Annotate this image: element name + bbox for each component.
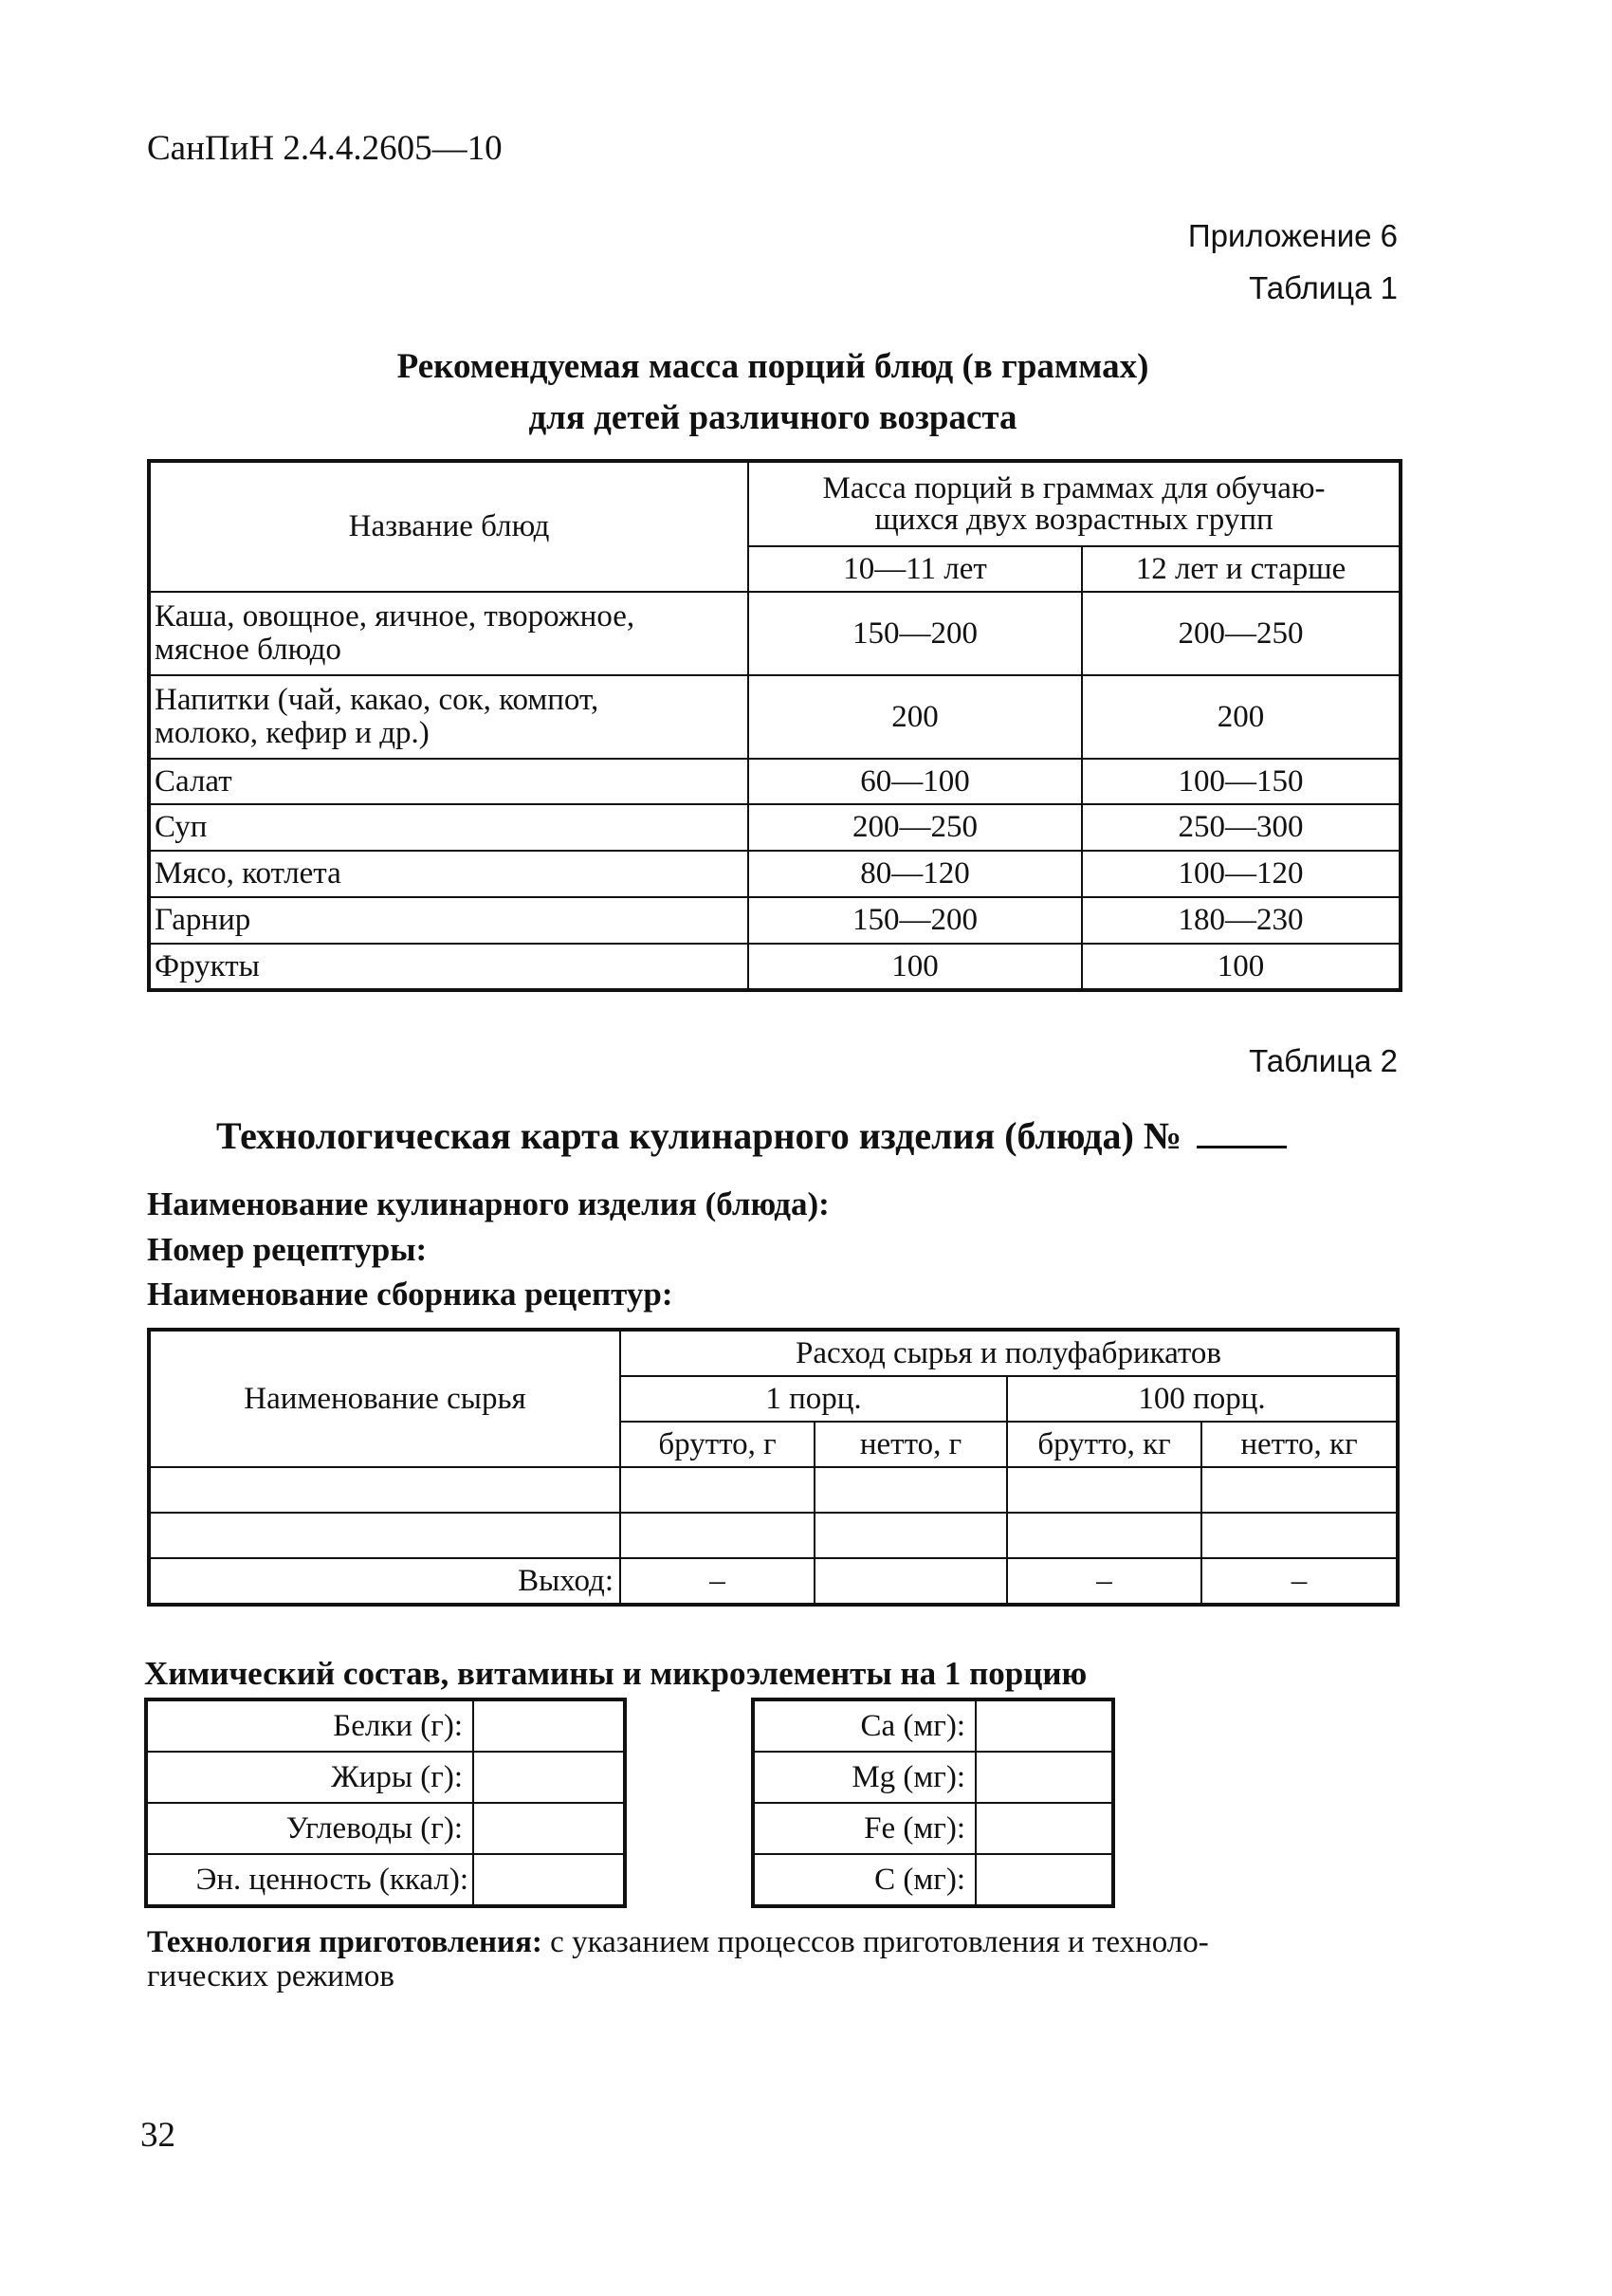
table-row bbox=[753, 1752, 1113, 1803]
carbs-value bbox=[473, 1803, 625, 1854]
header-dish-name: Название блюд bbox=[149, 461, 748, 592]
table-row bbox=[149, 804, 1401, 851]
dish-name: Фрукты bbox=[149, 944, 748, 990]
dish-name: Напитки (чай, какао, сок, компот, молоко, кефир и др.) bbox=[149, 675, 748, 759]
document-code: СанПиН 2.4.4.2605—10 bbox=[147, 129, 503, 168]
header-100-portions: 100 порц. bbox=[1007, 1376, 1398, 1422]
field-recipe-number: Номер рецептуры: bbox=[147, 1231, 428, 1268]
fat-label: Жиры (г): bbox=[146, 1752, 473, 1803]
brutto-g-cell bbox=[620, 1467, 815, 1513]
netto-kg-cell bbox=[1201, 1513, 1398, 1558]
brutto-kg-cell bbox=[1007, 1513, 1201, 1558]
header-netto-kg: нетто, кг bbox=[1201, 1422, 1398, 1467]
output-brutto-g: – bbox=[620, 1558, 815, 1605]
technology-paragraph bbox=[147, 1925, 1399, 1993]
table-row bbox=[753, 1854, 1113, 1906]
chemistry-table-minerals bbox=[751, 1698, 1115, 1908]
header-consumption: Расход сырья и полуфабрикатов bbox=[620, 1330, 1398, 1376]
protein-value bbox=[473, 1699, 625, 1752]
mass-age1: 200—250 bbox=[748, 804, 1082, 851]
netto-g-cell bbox=[815, 1513, 1007, 1558]
magnesium-label: Mg (мг): bbox=[753, 1752, 976, 1803]
field-dish-name: Наименование кулинарного изделия (блюда): bbox=[147, 1185, 830, 1222]
table-row bbox=[146, 1752, 625, 1803]
raw-material-cell bbox=[149, 1513, 620, 1558]
table-row bbox=[149, 592, 1401, 675]
brutto-kg-cell bbox=[1007, 1467, 1201, 1513]
mass-age2: 100—120 bbox=[1082, 851, 1401, 897]
mass-age2: 200—250 bbox=[1082, 592, 1401, 675]
table2-title-text: Технологическая карта кулинарного изделия (блюда) № bbox=[216, 1114, 1182, 1157]
table-row bbox=[149, 675, 1401, 759]
table-row bbox=[753, 1803, 1113, 1854]
header-brutto-g: брутто, г bbox=[620, 1422, 815, 1467]
energy-label: Эн. ценность (ккал): bbox=[146, 1854, 473, 1906]
vitamin-c-label: C (мг): bbox=[753, 1854, 976, 1906]
table-row bbox=[149, 1513, 1398, 1558]
dish-name: Гарнир bbox=[149, 897, 748, 944]
header-age-12-plus: 12 лет и старше bbox=[1082, 546, 1401, 592]
chemistry-heading: Химический состав, витамины и микроэлементы на 1 порцию bbox=[144, 1655, 1088, 1692]
output-netto-kg: – bbox=[1201, 1558, 1398, 1605]
table2-title bbox=[216, 1111, 1287, 1158]
vitamin-c-value bbox=[976, 1854, 1113, 1906]
table-row bbox=[146, 1854, 625, 1906]
portion-mass-table bbox=[147, 459, 1402, 992]
table-row bbox=[146, 1699, 625, 1752]
raw-material-cell bbox=[149, 1467, 620, 1513]
calcium-value bbox=[976, 1699, 1113, 1752]
dish-name: Суп bbox=[149, 804, 748, 851]
header-netto-g: нетто, г bbox=[815, 1422, 1007, 1467]
card-number-blank bbox=[1197, 1111, 1287, 1148]
technology-label: Технология приготовления: bbox=[147, 1925, 542, 1959]
dish-name: Салат bbox=[149, 759, 748, 804]
mass-age1: 150—200 bbox=[748, 592, 1082, 675]
table-row bbox=[149, 1467, 1398, 1513]
calcium-label: Ca (мг): bbox=[753, 1699, 976, 1752]
netto-g-cell bbox=[815, 1467, 1007, 1513]
output-label: Выход: bbox=[149, 1558, 620, 1605]
iron-label: Fe (мг): bbox=[753, 1803, 976, 1854]
header-age-groups: Масса порций в граммах для обучаю- щихся двух возрастных групп bbox=[748, 461, 1401, 546]
table-row bbox=[149, 851, 1401, 897]
header-raw-material: Наименование сырья bbox=[149, 1330, 620, 1467]
table-row bbox=[146, 1803, 625, 1854]
table-row bbox=[149, 897, 1401, 944]
table-row bbox=[149, 759, 1401, 804]
mass-age2: 180—230 bbox=[1082, 897, 1401, 944]
field-recipe-collection: Наименование сборника рецептур: bbox=[147, 1276, 673, 1313]
iron-value bbox=[976, 1803, 1113, 1854]
output-row bbox=[149, 1558, 1398, 1605]
header-age-10-11: 10—11 лет bbox=[748, 546, 1082, 592]
table1-title bbox=[147, 341, 1399, 444]
page-number: 32 bbox=[140, 2116, 175, 2155]
mass-age2: 100 bbox=[1082, 944, 1401, 990]
dish-name: Мясо, котлета bbox=[149, 851, 748, 897]
table1-title-line1: Рекомендуемая масса порций блюд (в граммах) bbox=[396, 347, 1149, 386]
tech-card-table bbox=[147, 1328, 1400, 1607]
mass-age1: 200 bbox=[748, 675, 1082, 759]
chemistry-table-macros bbox=[144, 1698, 627, 1908]
technology-text: с указанием процессов приготовления и техноло- гических режимов bbox=[147, 1925, 1209, 1993]
brutto-g-cell bbox=[620, 1513, 815, 1558]
table1-number: Таблица 1 bbox=[1249, 270, 1398, 305]
table-row bbox=[149, 944, 1401, 990]
appendix-label: Приложение 6 bbox=[1187, 218, 1398, 253]
mass-age1: 100 bbox=[748, 944, 1082, 990]
magnesium-value bbox=[976, 1752, 1113, 1803]
mass-age2: 100—150 bbox=[1082, 759, 1401, 804]
energy-value bbox=[473, 1854, 625, 1906]
output-brutto-kg: – bbox=[1007, 1558, 1201, 1605]
table-row bbox=[753, 1699, 1113, 1752]
dish-name: Каша, овощное, яичное, творожное, мясное блюдо bbox=[149, 592, 748, 675]
header-brutto-kg: брутто, кг bbox=[1007, 1422, 1201, 1467]
table1-title-line2: для детей различного возраста bbox=[528, 398, 1017, 437]
mass-age2: 200 bbox=[1082, 675, 1401, 759]
mass-age2: 250—300 bbox=[1082, 804, 1401, 851]
protein-label: Белки (г): bbox=[146, 1699, 473, 1752]
carbs-label: Углеводы (г): bbox=[146, 1803, 473, 1854]
mass-age1: 80—120 bbox=[748, 851, 1082, 897]
mass-age1: 150—200 bbox=[748, 897, 1082, 944]
header-1-portion: 1 порц. bbox=[620, 1376, 1007, 1422]
table2-number: Таблица 2 bbox=[1249, 1043, 1398, 1078]
output-netto-g bbox=[815, 1558, 1007, 1605]
fat-value bbox=[473, 1752, 625, 1803]
netto-kg-cell bbox=[1201, 1467, 1398, 1513]
mass-age1: 60—100 bbox=[748, 759, 1082, 804]
